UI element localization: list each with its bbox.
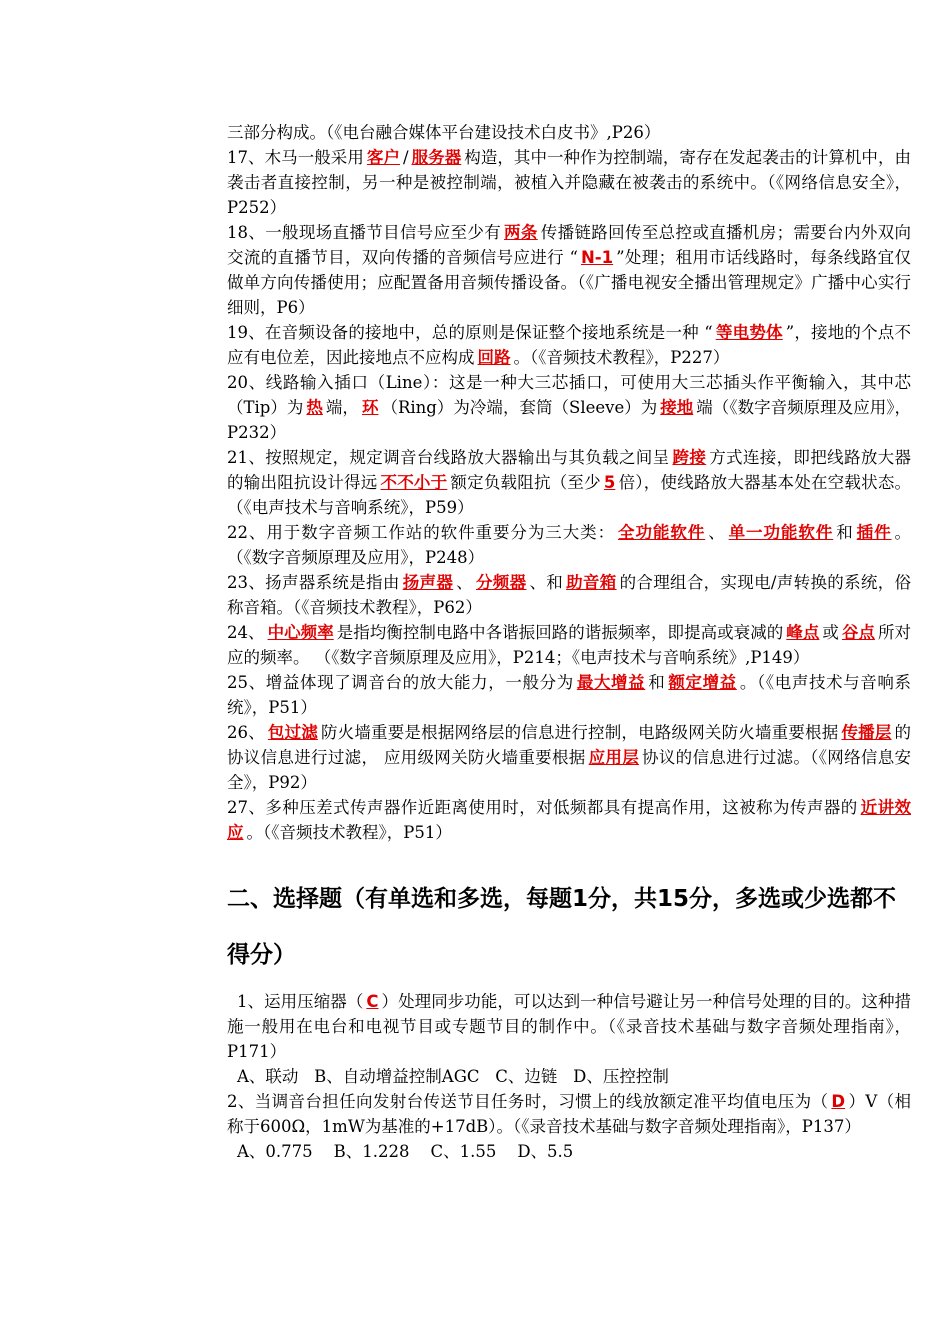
choice-question-q1 [227,989,911,1064]
answer-blank: 扬声器 [402,573,454,592]
answer-blank: 应用层 [588,748,640,767]
answer-blank: 热 [306,398,323,417]
answer-blank: D [831,1092,846,1111]
answer-blank: 服务器 [411,148,462,167]
question-text: ”处理；租用市话线路时，每条线路宜仅做单方向传播使用；应配置备用音频传播设备。（《广播电视安全播出管理规定》广播中心实行细则，P6） [227,248,911,317]
question-text: 、和 [529,573,564,592]
fill-blank-p22 [227,520,911,570]
question-text: ”，接地的个点不应有电位差，因此接地点不应构成 [227,323,911,367]
answer-blank: 助音箱 [566,573,617,592]
fill-blank-p25 [227,670,911,720]
question-text: 、 [708,523,726,542]
answer-blank: 峰点 [786,623,820,642]
fill-blank-p18 [227,220,911,320]
answer-blank: 环 [361,398,379,417]
question-text: 、 [456,573,473,592]
question-text: 防火墙重要是根据网络层的信息进行控制，电路级网关防火墙重要根据 [320,723,839,742]
question-text: 协议的信息进行过滤。（《网络信息安全》，P92） [227,748,912,792]
fill-blank-p16c [227,120,911,145]
fill-blank-questions [227,120,911,845]
question-text: 1、运用压缩器（ [237,992,364,1011]
question-text: 24、 [227,623,265,642]
question-text: / [403,148,409,167]
question-text: 构造，其中一种作为控制端，寄存在发起袭击的计算机中，由袭击者直接控制，另一种是被控制端，被植入并隐藏在被袭击的系统中。（《网络信息安全》，P252） [227,148,912,217]
question-text: 2、当调音台担任向发射台传送节目任务时，习惯上的线放额定准平均值电压为（ [227,1092,829,1111]
answer-blank: 全功能软件 [618,523,706,542]
question-text: 和 [648,673,666,692]
question-text: 和 [836,523,854,542]
question-text: 的合理组合，实现电/声转换的系统，俗称音箱。（《音频技术教程》，P62） [227,573,912,617]
question-text: 的协议信息进行过滤， 应用级网关防火墙重要根据 [227,723,912,767]
answer-blank: 等电势体 [715,323,783,342]
choice-options-q2: A、0.775 B、1.228 C、1.55 D、5.5 [237,1142,574,1161]
question-text: 端， [325,398,359,417]
document-content [227,120,911,1164]
question-text: 26、 [227,723,265,742]
fill-blank-p19 [227,320,911,370]
answer-blank: 不不小于 [380,473,448,492]
answer-blank: 客户 [366,148,400,167]
answer-blank: 传播层 [841,723,892,742]
fill-blank-p21 [227,445,911,520]
answer-blank: 5 [603,473,616,492]
question-text: 或 [822,623,839,642]
question-text: 23、扬声器系统是指由 [227,573,400,592]
answer-blank: 跨接 [672,448,707,467]
answer-blank: 额定增益 [668,673,737,692]
question-text: 25、增益体现了调音台的放大能力，一般分为 [227,673,574,692]
question-text: 端（《数字音频原理及应用》，P232） [227,398,911,442]
question-text: 17、木马一般采用 [227,148,364,167]
question-text: 。（《音频技术教程》，P227） [513,348,730,367]
question-text: 是指均衡控制电路中各谐振回路的谐振频率，即提高或衰减的 [336,623,784,642]
fill-blank-p23 [227,570,911,620]
choice-options-q1: A、联动 B、自动增益控制AGC C、边链 D、压控控制 [237,1067,669,1086]
question-text: 额定负载阻抗（至少 [450,473,601,492]
choice-questions [227,989,911,1164]
question-text: （Ring）为冷端，套筒（Sleeve）为 [381,398,658,417]
question-text: ）处理同步功能，可以达到一种信号避让另一种信号处理的目的。这种措施一般用在电台和电视节目或专题节目的制作中。（《录音技术基础与数字音频处理指南》，P171） [227,992,912,1061]
answer-blank: 插件 [856,523,892,542]
answer-blank: 包过滤 [267,723,318,742]
question-text: 传播链路回传至总控或直播机房；需要台内外双向交流的直播节目，双向传播的音频信号应进行 “ [227,223,912,267]
question-text: 所对应的频率。 （《数字音频原理及应用》，P214；《电声技术与音响系统》,P149） [227,623,912,667]
fill-blank-p26 [227,720,911,795]
answer-blank: 回路 [477,348,511,367]
question-text: 方式连接，即把线路放大器的输出阻抗设计得远 [227,448,912,492]
fill-blank-p17 [227,145,911,220]
answer-blank: 单一功能软件 [728,523,834,542]
answer-blank: 谷点 [841,623,875,642]
question-text: 18、一般现场直播节目信号应至少有 [227,223,502,242]
answer-blank: 近讲效应 [227,798,912,842]
answer-blank: 两条 [504,223,538,242]
question-text: 三部分构成。（《电台融合媒体平台建设技术白皮书》,P26） [227,123,661,142]
question-text: 22、用于数字音频工作站的软件重要分为三大类： [227,523,616,542]
question-text: 19、在音频设备的接地中，总的原则是保证整个接地系统是一种 “ [227,323,713,342]
fill-blank-p27 [227,795,911,845]
question-text: 20、线路输入插口（Line）：这是一种大三芯插口，可使用大三芯插头作平衡输入，其中芯（Tip）为 [227,373,911,417]
question-text: 倍），使线路放大器基本处在空载状态。（《电声技术与音响系统》，P59） [227,473,912,517]
question-text: 。（《音频技术教程》，P51） [246,823,452,842]
answer-blank: N-1 [581,248,614,267]
question-text: 。 （《数字音频原理及应用》，P248） [227,523,912,567]
answer-blank: C [366,992,379,1011]
fill-blank-p24 [227,620,911,670]
question-text: 27、多种压差式传声器作近距离使用时，对低频都具有提高作用，这被称为传声器的 [227,798,858,817]
answer-blank: 最大增益 [576,673,646,692]
choice-question-q2 [227,1089,911,1139]
question-text: 。（《电声技术与音响系统》，P51） [227,673,912,717]
section-heading-choice: 二、选择题（有单选和多选，每题1分，共15分，多选或少选都不得分） [227,886,897,968]
answer-blank: 分频器 [475,573,527,592]
answer-blank: 接地 [660,398,694,417]
answer-blank: 中心频率 [267,623,334,642]
question-text: ）V（相称于600Ω，1mW为基准的+17dB）。（《录音技术基础与数字音频处理指南》，P137） [227,1092,911,1136]
question-text: 21、按照规定，规定调音台线路放大器输出与其负载之间呈 [227,448,670,467]
fill-blank-p20 [227,370,911,445]
